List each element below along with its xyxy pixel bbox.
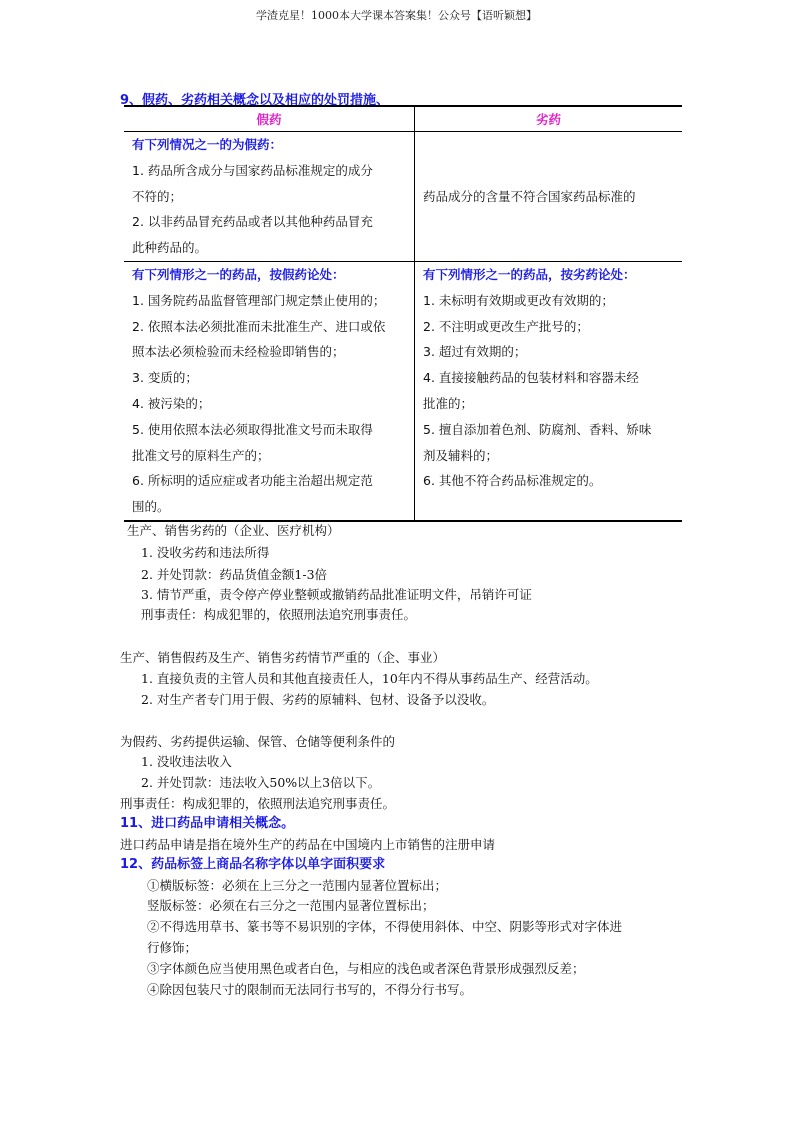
list-item: 1. 药品所含成分与国家药品标准规定的成分	[132, 162, 373, 178]
list-item: 2. 以非药品冒充药品或者以其他种药品冒充	[132, 214, 373, 230]
table-row	[124, 261, 682, 520]
section-12-line: ②不得选用草书、篆书等不易识别的字体，不得使用斜体、中空、阴影等形式对字体进	[147, 919, 623, 934]
table-row	[124, 132, 682, 262]
list-item: 批准文号的原料生产的；	[132, 447, 270, 463]
fake-inferior-comparison-table	[124, 105, 682, 522]
fake-treatment-heading: 有下列情形之一的药品，按假药论处：	[132, 266, 345, 282]
section-12-title: 12、药品标签上商品名称字体以单字面积要求	[120, 857, 386, 872]
inferior-treatment-cell	[415, 261, 683, 520]
inferior-definition-cell: 药品成分的含量不符合国家药品标准的	[415, 132, 683, 262]
list-item: 3. 超过有效期的；	[423, 344, 527, 360]
list-item: 2. 并处罚款：违法收入50%以上3倍以下。	[141, 775, 381, 790]
fake-treatment-cell	[124, 261, 415, 520]
list-item: 2. 并处罚款：药品货值金额1-3倍	[141, 567, 328, 582]
block3-title: 为假药、劣药提供运输、保管、仓储等便利条件的	[120, 734, 396, 749]
block1-title: 生产、销售劣药的（企业、医疗机构）	[127, 523, 340, 538]
list-item: 3. 情节严重，责令停产停业整顿或撤销药品批准证明文件，吊销许可证	[141, 587, 532, 602]
list-item: 1. 直接负责的主管人员和其他直接责任人，10年内不得从事药品生产、经营活动。	[141, 671, 598, 686]
list-item: 5. 使用依照本法必须取得批准文号而未取得	[132, 421, 373, 437]
section-12-line: ①横版标签：必须在上三分之一范围内显著位置标出；	[147, 878, 448, 893]
section-9-title: 9、假药、劣药相关概念以及相应的处罚措施、	[120, 93, 390, 108]
list-item: 3. 变质的；	[132, 370, 198, 386]
block2-title: 生产、销售假药及生产、销售劣药情节严重的（企、事业）	[120, 650, 446, 665]
list-item: 1. 未标明有效期或更改有效期的；	[423, 292, 614, 308]
list-item: 照本法必须检验而未经检验即销售的；	[132, 344, 345, 360]
section-12-line: 行修饰；	[147, 940, 198, 955]
list-item: 4. 直接接触药品的包装材料和容器未经	[423, 370, 639, 386]
list-item: 2. 不注明或更改生产批号的；	[423, 318, 589, 334]
list-item: 围的。	[132, 499, 170, 515]
inferior-treatment-heading: 有下列情形之一的药品，按劣药论处：	[423, 266, 636, 282]
list-item: 4. 被污染的；	[132, 395, 211, 411]
fake-definition-cell	[124, 132, 415, 262]
list-item: 2. 对生产者专门用于假、劣药的原辅料、包材、设备予以没收。	[141, 692, 495, 707]
list-item: 不符的；	[132, 188, 183, 204]
section-11-text: 进口药品申请是指在境外生产的药品在中国境内上市销售的注册申请	[120, 837, 496, 852]
column-header-inferior: 劣药	[415, 106, 683, 132]
section-12-line: 竖版标签：必须在右三分之一范围内显著位置标出；	[147, 898, 435, 913]
list-item: 1. 没收违法收入	[141, 754, 232, 769]
list-item: 1. 国务院药品监督管理部门规定禁止使用的；	[132, 292, 386, 308]
list-item: 此种药品的。	[132, 240, 208, 256]
fake-definition-heading: 有下列情况之一的为假药：	[132, 137, 283, 152]
section-12-line: ④除因包装尺寸的限制而无法同行书写的，不得分行书写。	[147, 982, 473, 997]
section-12-line: ③字体颜色应当使用黑色或者白色，与相应的浅色或者深色背景形成强烈反差；	[147, 961, 585, 976]
block1-criminal: 刑事责任：构成犯罪的，依照刑法追究刑事责任。	[141, 607, 417, 622]
list-item: 2. 依照本法必须批准而未批准生产、进口或依	[132, 318, 386, 334]
list-item: 5. 擅自添加着色剂、防腐剂、香料、矫味	[423, 421, 652, 437]
section-11-title: 11、进口药品申请相关概念。	[120, 816, 295, 831]
list-item: 剂及辅料的；	[423, 447, 499, 463]
list-item: 1. 没收劣药和违法所得	[141, 545, 270, 560]
page-header: 学渣克星！1000本大学课本答案集！公众号【语听颖想】	[256, 9, 537, 22]
block3-criminal: 刑事责任：构成犯罪的，依照刑法追究刑事责任。	[120, 796, 396, 811]
list-item: 6. 所标明的适应症或者功能主治超出规定范	[132, 473, 373, 489]
column-header-fake: 假药	[124, 106, 415, 132]
list-item: 批准的；	[423, 395, 474, 411]
list-item: 6. 其他不符合药品标准规定的。	[423, 473, 602, 489]
